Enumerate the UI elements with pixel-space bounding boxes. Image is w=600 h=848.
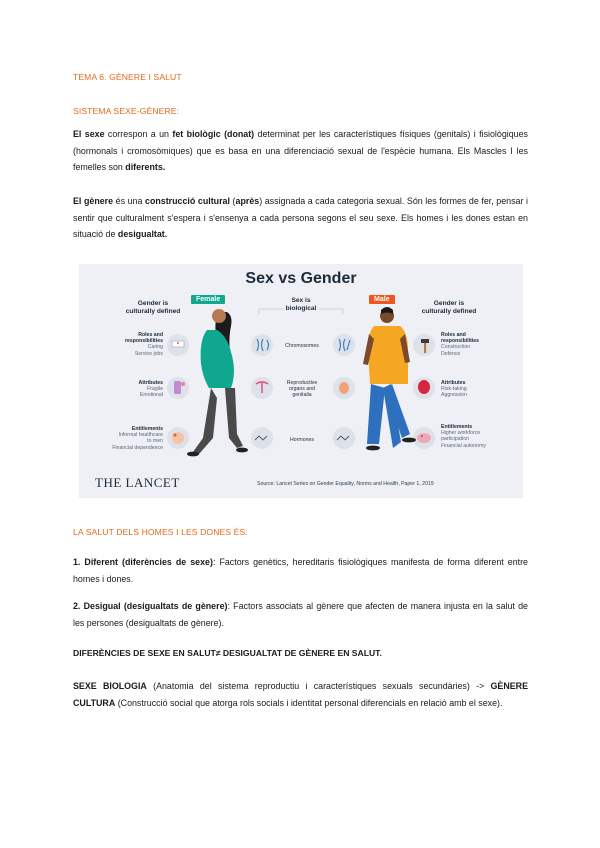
right-row-title: Roles and responsibilities [441,332,480,345]
term-biological-fact: fet biològic (donat) [172,129,255,139]
left-row-title: Roles and responsibilities [124,332,163,345]
male-tag: Male [369,295,395,304]
text-run: : Factors genètics, hereditaris fisiològiques manifesta de forma diferent entre homes i dones. [73,557,528,584]
text-run: ) assignada a cada categoria sexual. Són les formes de fer, pensar i sentir que culturalment s'espera i s'ensenya a cada persona segons el seu sexe. Els homes i les dones estan en situació de [73,196,528,239]
male-figure [79,264,523,498]
paragraph-sex [73,126,528,176]
topic-title: TEMA 6. GÈNERE I SALUT [73,72,182,82]
right-row-title: Entitlements [441,424,473,430]
right-row-lines: Higher workforce participation Financial autonomy [441,430,486,449]
term-cultural-construction: construcció cultural [145,196,230,206]
infographic-source: Source: Lancet Series on Gender Equality, Norms and Health, Paper 1, 2019 [257,481,434,487]
left-row-lines: Informal healthcare to men Financial dependence [112,432,163,451]
statement-line: DIFERÈNCIES DE SEXE EN SALUT≠ DESIGUALTAT DE GÈNERE EN SALUT. [73,648,382,658]
sex-vs-gender-infographic [79,264,523,498]
text-run: determinat per les característiques físiques (genitals) i fisiològiques (hormonals i cromosòmiques) que es basa en una diferenciació sexual de l'espècie humana. Els Mascles I les femelles son [73,129,528,172]
item-different [73,554,528,587]
paragraph-sex-biology [73,678,528,711]
center-row-reproductive: Reproductive organs and genitalia [286,380,318,399]
center-row-chromosomes: Chromosomes [285,343,319,349]
left-row-lines: Caring Service jobs [134,344,163,357]
paragraph-gender [73,193,528,243]
item-unequal [73,598,528,631]
right-row-title: Attributes [441,380,466,386]
text-run: (Construcció social que atorga rols socials i identitat personal diferencials en relació amb el sexe). [115,697,503,708]
left-row-lines: Fragile Emotional [139,386,163,399]
section-heading-sex-gender: SISTEMA SEXE-GÈNERE: [73,106,180,116]
right-column-heading: Gender is culturally defined [421,300,477,315]
term-gender-culture: GÈNERE CULTURA [73,681,528,708]
left-row-title: Attributes [138,380,163,386]
text-run: (Anatomia del sistema reproductiu i característiques sexuals secundàries) -> [146,681,491,691]
right-row-lines: Construction Defence [441,344,471,357]
term-learned: après [235,196,260,206]
left-row-title: Entitlements [131,426,163,432]
section-heading-health: LA SALUT DELS HOMES I LES DONES ÉS: [73,527,248,537]
term-unequal-gender: 2. Desigual (desigualtats de gènere) [73,601,228,611]
text-run: ( [229,196,236,206]
term-sex-biology: SEXE BIOLOGIA [73,681,147,691]
term-different: diferents. [125,162,166,172]
right-row-lines: Risk-taking Aggression [441,386,467,399]
center-row-hormones: Hormones [290,437,314,443]
term-inequality: desigualtat. [117,229,168,239]
center-column-heading: Sex is biological [285,297,317,312]
text-run: correspon a un [104,129,173,139]
female-tag: Female [191,295,225,304]
lancet-logo: THE LANCET [95,475,180,490]
term-sex: El sexe [73,129,105,139]
term-gender: El gènere [73,196,114,206]
infographic-title: Sex vs Gender [245,270,357,287]
term-different-sex: 1. Diferent (diferències de sexe) [73,557,213,567]
left-column-heading: Gender is culturally defined [125,300,181,315]
text-run: : Factors associats al gènere que afecten de manera injusta en la salut de les persones (desigualtats de gènere). [73,601,528,628]
text-run: és una [113,196,146,206]
